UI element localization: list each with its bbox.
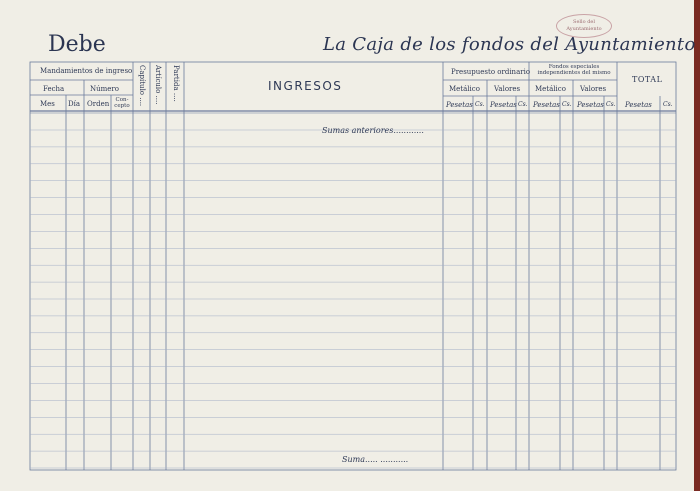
stamp-text: Sello del Ayuntamiento: [566, 19, 602, 32]
header-cs-3: Cs.: [562, 101, 572, 108]
header-cs-2: Cs.: [518, 101, 528, 108]
header-articulo: Artículo ....: [154, 65, 162, 105]
sumas-anteriores-label: Sumas anteriores............: [322, 126, 424, 135]
header-cs-4: Cs.: [606, 101, 616, 108]
header-pesetas-total: Pesetas: [625, 101, 652, 109]
frame: [30, 62, 676, 470]
header-fecha: Fecha: [43, 85, 65, 93]
header-pesetas-4: Pesetas: [577, 101, 604, 109]
header-cs-1: Cs.: [475, 101, 485, 108]
header-valores-2: Valores: [580, 85, 607, 93]
caja-title: La Caja de los fondos del Ayuntamiento: [323, 34, 696, 55]
header-concepto: Con-cepto: [114, 97, 130, 109]
header-partida: Partida ....: [172, 65, 180, 102]
header-cs-total: Cs.: [663, 101, 673, 108]
header-fondos-especiales: Fondos especiales independientes del mismo: [537, 64, 611, 76]
header-total: TOTAL: [632, 75, 663, 84]
header-valores-1: Valores: [494, 85, 521, 93]
header-orden: Orden: [87, 100, 110, 108]
header-metalico-1: Metálico: [449, 85, 480, 93]
header-pesetas-3: Pesetas: [533, 101, 560, 109]
header-pesetas-2: Pesetas: [490, 101, 517, 109]
header-capitulo: Capítulo ....: [138, 65, 146, 107]
debe-title: Debe: [48, 32, 106, 57]
header-mes: Mes: [40, 100, 55, 108]
header-metalico-2: Metálico: [535, 85, 566, 93]
header-dia: Día: [68, 100, 81, 108]
suma-label: Suma..... ...........: [342, 455, 409, 464]
header-presupuesto-ordinario: Presupuesto ordinario: [451, 68, 531, 76]
header-pesetas-1: Pesetas: [446, 101, 473, 109]
header-mandamientos: Mandamientos de ingreso: [40, 67, 133, 75]
header-ingresos: INGRESOS: [268, 79, 343, 93]
header-numero: Número: [90, 85, 119, 93]
